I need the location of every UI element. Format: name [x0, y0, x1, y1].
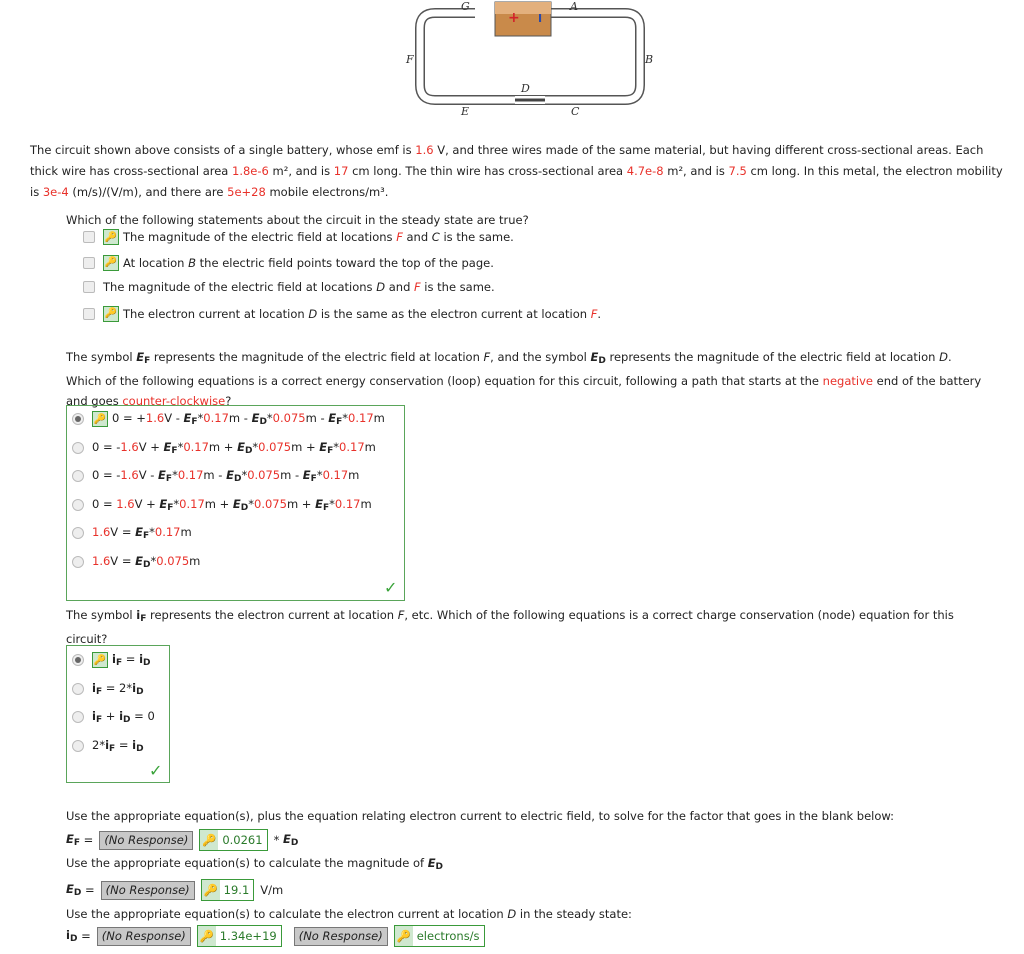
symbol: $E_D$ [232, 496, 249, 513]
text-segment: end of the battery and goes [66, 374, 982, 408]
symbol: $E_F$ [302, 468, 317, 484]
key-icon: 🔑 [92, 652, 108, 668]
q2-option[interactable] [66, 554, 200, 570]
text-segment: 0.17 [339, 439, 365, 454]
symbol: $E_F$ [183, 411, 198, 427]
radio-button[interactable] [72, 442, 84, 454]
text-segment: the electric field points toward the top of the page. [196, 255, 494, 270]
text-segment: . [597, 306, 601, 321]
text-segment: The electron current at location [123, 306, 309, 321]
q5-response-field[interactable]: (No Response) [101, 881, 195, 900]
radio-button[interactable] [72, 711, 84, 723]
text-segment: * [342, 411, 349, 425]
text-segment: F [590, 306, 598, 321]
text-segment: B [188, 255, 197, 270]
option-label [112, 411, 385, 427]
id-symbol: $i_D$ [66, 928, 78, 944]
text-segment: 0.17 [322, 468, 349, 482]
equals: = [81, 929, 91, 943]
radio-button[interactable] [72, 556, 84, 568]
symbol: $i_F$ [92, 709, 103, 725]
option-label [123, 256, 494, 270]
text-segment: V - [164, 411, 184, 425]
key-icon: 🔑 [198, 926, 216, 946]
radio-button[interactable] [72, 740, 84, 752]
text-segment: V + [134, 496, 160, 511]
text-segment: is the same. [420, 280, 495, 294]
text-segment: The magnitude of the electric field at locations [103, 280, 377, 294]
q2-option[interactable] [66, 440, 376, 456]
option-label [92, 497, 372, 513]
text-segment: (m/s)/(V/m), and there are [68, 185, 228, 199]
text-segment: The symbol [66, 350, 137, 364]
text-segment: 1.6 [92, 525, 111, 539]
text-segment: * [150, 553, 157, 568]
subscript: D [123, 715, 131, 725]
text-segment: 0.17 [154, 525, 181, 539]
text-segment: m + [286, 496, 316, 511]
text-segment: m [373, 411, 385, 425]
q1-option[interactable] [66, 255, 494, 271]
ed-symbol: $E_D$ [66, 882, 82, 898]
text-segment: 0.17 [348, 411, 374, 425]
label-g: G [461, 0, 470, 13]
option-label [123, 230, 514, 244]
q6-prompt: Use the appropriate equation(s) to calculate the electron current at location D in the steady state: [66, 907, 632, 921]
q4-prompt: Use the appropriate equation(s), plus the equation relating electron current to electric field, to solve for the factor that goes in the blank below: [66, 809, 895, 823]
symbol: $E_F$ [136, 350, 151, 366]
problem-statement [30, 140, 1010, 203]
subscript: F [165, 474, 173, 484]
q6-unit-response-field[interactable]: (No Response) [294, 927, 388, 946]
symbol: $i_F$ [112, 652, 123, 668]
q3-prompt [66, 605, 986, 649]
text-segment: 1.6 [120, 468, 139, 482]
text-segment: 7.5 [728, 164, 747, 178]
q6-answer-row [66, 925, 491, 947]
text-segment: 0 = [92, 496, 117, 511]
multiply: * [273, 833, 280, 847]
text-segment: represents the electron current at location [146, 608, 398, 622]
subscript: D [598, 356, 606, 366]
q6-answer-value: 1.34e+19 [219, 929, 277, 943]
subscript: D [240, 502, 249, 513]
subscript: D [143, 658, 151, 668]
text-segment: m [180, 525, 192, 539]
q2-prompt [66, 347, 986, 411]
label-b: B [645, 53, 654, 66]
text-segment: = [115, 737, 133, 752]
subscript: F [140, 614, 147, 624]
circuit-diagram [405, 0, 655, 118]
q5-prompt: Use the appropriate equation(s) to calculate the magnitude of $E_D$ [66, 856, 444, 872]
key-icon: 🔑 [103, 229, 119, 245]
symbol: $E_F$ [319, 439, 334, 456]
q5-answer-key[interactable] [201, 879, 255, 901]
text-segment: * [149, 525, 155, 539]
text-segment: * [197, 411, 204, 425]
text-segment: D [308, 306, 318, 321]
text-segment: mobile electrons/m³. [265, 185, 389, 199]
text-segment: The circuit shown above consists of a single battery, whose emf is [30, 143, 416, 157]
q3-option[interactable] [66, 709, 155, 725]
symbol: $i_D$ [139, 652, 151, 668]
q6-answer-key[interactable] [197, 925, 282, 947]
text-segment: 0.075 [258, 439, 292, 454]
subscript: D [244, 445, 253, 456]
subscript: F [144, 356, 151, 366]
radio-button[interactable] [72, 683, 84, 695]
label-e: E [461, 105, 470, 118]
text-segment: cm long. The thin wire has cross-sectional area [348, 164, 627, 178]
subscript: F [109, 743, 116, 754]
radio-button[interactable] [72, 527, 84, 539]
q1-option[interactable] [66, 229, 514, 245]
text-segment: = 0 [130, 709, 155, 723]
text-segment: V = [110, 525, 136, 539]
text-segment: = 2* [102, 680, 133, 695]
subscript: F [322, 502, 330, 513]
text-segment: counter-clockwise [122, 394, 226, 408]
q3-option[interactable] [66, 652, 151, 668]
option-label [92, 681, 144, 697]
radio-button[interactable] [72, 499, 84, 511]
text-segment: F [414, 280, 421, 294]
text-segment: * [316, 468, 323, 482]
label-c: C [571, 105, 580, 118]
text-segment: 1.6 [116, 496, 135, 511]
subscript: F [336, 417, 343, 427]
subscript: D [136, 743, 144, 754]
subscript: F [167, 502, 174, 513]
text-segment: m [364, 439, 376, 454]
q3-option[interactable] [66, 738, 144, 754]
text-segment: V - [138, 468, 159, 482]
text-segment: * [172, 468, 178, 482]
key-icon: 🔑 [200, 830, 218, 850]
text-segment: F [397, 608, 405, 622]
text-segment: * [173, 496, 180, 511]
text-segment: m [348, 468, 360, 482]
correct-check-icon: ✓ [149, 761, 163, 780]
subscript: F [115, 658, 123, 668]
text-segment: and [402, 230, 432, 244]
symbol: $E_D$ [226, 468, 242, 484]
q6-unit-answer-key[interactable] [394, 925, 485, 947]
symbol: $E_D$ [237, 439, 253, 456]
q4-answer-key[interactable] [199, 829, 267, 851]
text-segment: is the same as the electron current at location [317, 306, 591, 321]
q5-answer-value: 19.1 [223, 883, 250, 897]
text-segment: 0.17 [177, 468, 204, 482]
text-segment: 0.075 [254, 496, 287, 511]
text-segment: represents the magnitude of the electric field at location [605, 350, 940, 364]
text-segment: 1.6 [120, 439, 139, 454]
key-icon: 🔑 [395, 926, 413, 946]
text-segment: . Which of the following equations is a correct energy conservation (loop) equation for this circuit, following a path that starts at the [66, 350, 952, 388]
subscript: F [95, 715, 103, 725]
option-label [92, 709, 155, 725]
text-segment: 2* [92, 737, 106, 752]
text-segment: is the same. [439, 230, 514, 244]
correct-check-icon: ✓ [384, 578, 398, 597]
key-icon: 🔑 [103, 255, 119, 271]
q2-option[interactable] [66, 525, 192, 541]
text-segment: 1.6 [415, 143, 434, 157]
text-segment: m - [305, 411, 329, 425]
q2-option[interactable] [66, 411, 385, 427]
text-segment: D [376, 280, 386, 294]
q6-unit-answer-value: electrons/s [416, 929, 480, 943]
text-segment: m + [291, 439, 320, 454]
q2-option[interactable] [66, 468, 359, 484]
text-segment: m [360, 496, 372, 511]
symbol: $i_D$ [132, 680, 144, 697]
text-segment: V = [110, 553, 136, 568]
text-segment: V, and three wires made of the same material, but having different cross-sectional areas. Each thick wire has cross-sectional area [30, 143, 984, 178]
label-a: A [570, 0, 578, 13]
option-label [123, 307, 601, 321]
text-segment: + [102, 709, 120, 723]
text-segment: 1.6 [145, 411, 165, 425]
subscript: F [191, 417, 198, 427]
ed-symbol: $E_D$ [282, 832, 299, 848]
text-segment: 1.8e-6 [232, 164, 269, 178]
subscript: D [142, 559, 151, 570]
q2-option[interactable] [66, 497, 372, 513]
text-segment: , etc. Which of the following equations is a correct charge conservation (node) equation for this circuit? [66, 608, 954, 646]
text-segment: The magnitude of the electric field at locations [123, 230, 397, 244]
text-segment: C [431, 230, 440, 244]
text-segment: m², and is [268, 164, 334, 178]
radio-button[interactable] [72, 654, 84, 666]
symbol: $E_F$ [328, 411, 343, 427]
text-segment: 0 = + [112, 411, 146, 425]
text-segment: ? [225, 394, 232, 408]
subscript: D [136, 686, 144, 697]
ef-symbol: $E_F$ [66, 832, 81, 848]
q1-prompt [66, 210, 986, 230]
text-segment: At location [123, 255, 189, 270]
option-label [92, 440, 376, 456]
q4-answer-row [66, 829, 298, 851]
checkbox[interactable] [83, 257, 95, 269]
equals: = [85, 883, 95, 897]
subscript: F [142, 531, 150, 541]
text-segment: 0.17 [183, 439, 209, 454]
subscript: F [327, 445, 334, 456]
text-segment: 5e+28 [227, 185, 266, 199]
text-segment: The symbol [66, 608, 137, 622]
text-segment: 0 = - [92, 468, 121, 482]
text-segment: = [122, 652, 140, 666]
label-f: F [406, 53, 414, 66]
text-segment: 0.075 [156, 553, 190, 568]
text-segment: and [385, 280, 415, 294]
unit: V/m [260, 883, 284, 897]
text-segment: m - [228, 411, 252, 425]
symbol: $E_F$ [163, 439, 178, 456]
text-segment: represents the magnitude of the electric field at location [150, 350, 484, 364]
text-segment: * [252, 439, 259, 454]
text-segment: * [333, 439, 340, 454]
text-segment: * [241, 468, 248, 482]
equals: = [83, 833, 94, 847]
key-icon: 🔑 [92, 411, 108, 427]
text-segment: 4.7e-8 [626, 164, 664, 178]
symbol: $i_D$ [119, 709, 131, 725]
symbol: $E_D$ [135, 553, 151, 570]
text-segment: Which of the following statements about the circuit in the steady state are true? [66, 213, 529, 227]
battery-plus: + [508, 10, 520, 26]
checkbox[interactable] [83, 308, 95, 320]
text-segment: 0.17 [179, 496, 205, 511]
symbol: $E_D$ [590, 350, 606, 366]
q1-option[interactable] [66, 306, 601, 322]
subscript: D [259, 417, 267, 427]
text-segment: D [939, 350, 948, 364]
subscript: F [171, 445, 178, 456]
text-segment: m - [203, 468, 227, 482]
text-segment: 0.17 [203, 411, 229, 425]
checkbox[interactable] [83, 231, 95, 243]
q4-answer-value: 0.0261 [222, 833, 263, 847]
text-segment: m + [204, 496, 233, 511]
symbol: $i_F$ [136, 608, 147, 624]
text-segment: * [329, 496, 335, 511]
battery-minus: I [538, 12, 543, 25]
q6-response-field[interactable]: (No Response) [97, 927, 191, 946]
text-segment: 0 = - [92, 439, 121, 454]
text-segment: 0.075 [272, 411, 306, 425]
option-label [112, 652, 151, 668]
text-segment: * [266, 411, 273, 425]
text-segment: 1.6 [92, 553, 111, 568]
text-segment: F [396, 230, 403, 244]
q4-response-field[interactable]: (No Response) [99, 831, 193, 850]
radio-button[interactable] [72, 413, 84, 425]
checkbox[interactable] [83, 281, 95, 293]
text-segment: m + [208, 439, 238, 454]
key-icon: 🔑 [103, 306, 119, 322]
text-segment: negative [822, 374, 873, 388]
symbol: $E_F$ [135, 525, 150, 541]
text-segment: * [248, 496, 255, 511]
text-segment: cm long. In this metal, the electron mobility is [30, 164, 1003, 199]
text-segment: m², and is [663, 164, 729, 178]
text-segment: 0.075 [247, 468, 281, 482]
text-segment: 17 [333, 164, 349, 178]
option-label [92, 554, 200, 570]
symbol: $E_F$ [158, 468, 173, 484]
option-label [92, 738, 144, 754]
symbol: $E_F$ [315, 496, 330, 513]
option-label [103, 280, 495, 294]
key-icon: 🔑 [202, 880, 220, 900]
text-segment: m - [280, 468, 303, 482]
option-label [92, 468, 359, 484]
text-segment: , and the symbol [490, 350, 591, 364]
subscript: F [95, 686, 103, 697]
symbol: $E_D$ [251, 411, 267, 427]
q5-answer-row [66, 879, 283, 901]
q3-option[interactable] [66, 681, 144, 697]
q1-option[interactable] [66, 280, 495, 294]
text-segment: V + [138, 439, 164, 454]
subscript: F [310, 474, 317, 484]
text-segment: * [177, 439, 184, 454]
subscript: D [233, 474, 242, 484]
symbol: $E_F$ [159, 496, 174, 513]
symbol: $i_F$ [105, 737, 116, 754]
text-segment: 0.17 [334, 496, 361, 511]
symbol: $i_F$ [92, 680, 103, 697]
text-segment: 3e-4 [42, 185, 69, 199]
text-segment: F [483, 350, 491, 364]
text-segment: m [189, 553, 201, 568]
symbol: $i_D$ [132, 737, 144, 754]
radio-button[interactable] [72, 470, 84, 482]
option-label [92, 525, 192, 541]
label-d: D [521, 82, 530, 95]
